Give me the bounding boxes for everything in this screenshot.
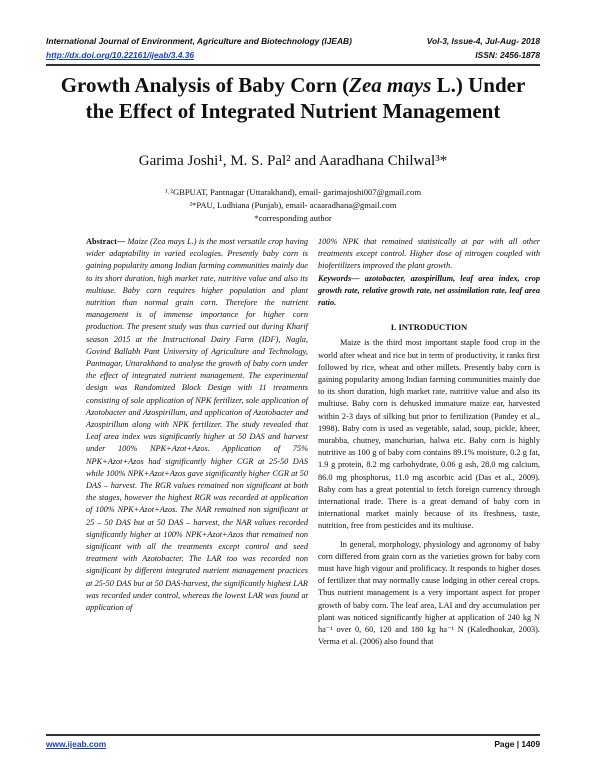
affiliation-1: ¹˒²GBPUAT, Pantnagar (Uttarakhand), email- garimajoshi007@gmail.com [164, 187, 422, 197]
affiliation-2: ²*PAU, Ludhiana (Punjab), email- acaaradhana@gmail.com [189, 200, 397, 210]
abstract-label: Abstract— [86, 237, 126, 246]
header-divider [46, 64, 540, 66]
running-header [46, 36, 540, 46]
species-name: Zea mays [349, 73, 432, 97]
affiliations [46, 186, 540, 225]
section-heading: I. INTRODUCTION [390, 322, 468, 333]
journal-url[interactable]: www.ijeab.com [46, 739, 107, 749]
corresponding-note: *corresponding author [254, 213, 332, 223]
issn: ISSN: 2456-1878 [475, 50, 540, 60]
volume-issue: Vol-3, Issue-4, Jul-Aug- 2018 [426, 36, 540, 46]
keywords-label: Keywords— [318, 273, 360, 283]
keywords-text: azotobacter, azospirillum, leaf area index, crop growth rate, relative growth rate, net assimilation rate, leaf area ratio. [318, 273, 540, 308]
page-footer [46, 739, 540, 749]
running-header-doi [46, 50, 540, 60]
intro-paragraph-2: In general, morphology, physiology and agronomy of baby corn differed from grain corn as the varieties grown for baby corn must have high vigour and prolificacy. It responds to higher doses of fertilizer that may normally cause lodging in other cereal crops. Thus nutrient management is a very important aspect for proper growth of baby corn. The leaf area, LAI and dry accumulation per plant was noticed significantly higher at application of 240 kg N ha⁻¹ over 0, 60, 120 and 180 kg ha⁻¹ N (Kaledhonkar, 2003). Verma et al. (2006) also found that [318, 539, 540, 647]
abstract [86, 236, 308, 614]
journal-name: International Journal of Environment, Agriculture and Biotechnology (IJEAB) [46, 36, 352, 46]
abstract-column [86, 236, 308, 614]
page-number: Page | 1409 [494, 739, 540, 749]
doi-link[interactable]: http://dx.doi.org/10.22161/ijeab/3.4.36 [46, 50, 195, 60]
abstract-continued: 100% NPK that remained statistically at par with all other treatments except control. Higher dose of nitrogen coupled with biofertilizers improved the plant growth. [318, 237, 540, 271]
intro-paragraph-1: Maize is the third most important staple food crop in the world after wheat and rice but in term of productivity, it ranks first followed by rice, wheat and other millets. Presently baby corn is gaining popularity among Indian farming communities mainly due to its short duration, high market rate, nutritive value and also its multiuse. Baby corn is dehusked immature maize ear, harvested within 2-3 days of silking but prior to fertilization (Pandey et al., 1998). Baby corn is used as vegetable, salad, soup, pickle, kheer, murabba, chutney, manchurian, halwa etc. Baby corn is highly nutritive as 100 g of baby corn contains 89.1% moisture, 0.2 g fat, 1.9 g protein, 8.2 mg carbohydrate, 0.06 g ash, 28.0 mg calcium, 86.0 mg phosphorus, 11.0 mg ascorbic acid (Das et al., 2009). Baby corn has a great potential to fetch foreign currency through international trade. There is a great demand of baby corn in international market mainly because of its freshness, taste, nutrition, free from pesticides and its multiuse. [318, 338, 540, 531]
footer-divider [46, 734, 540, 736]
keywords [318, 273, 540, 310]
author-list: Garima Joshi¹, M. S. Pal² and Aaradhana Chilwal³* [138, 153, 448, 169]
right-column [318, 236, 540, 649]
paper-title: Growth Analysis of Baby Corn (Zea mays L.) Under the Effect of Integrated Nutrient Management [60, 73, 526, 123]
abstract-text: Maize (Zea mays L.) is the most versatile crop having wider adaptability in varied ecologies. Presently baby corn is gaining popularity among Indian farming communities mainly due to its short duration, high market rate, nutritive value and also its multiuse. Baby corn requires higher population and plant nutrition than normal grain corn. Therefore the nutrient management is of immense importance for higher corn production. The present study was thus carried out during Kharif season 2015 at the Instructional Dairy Farm (IDF), Nagla, Govind Ballabh Pant University of Agriculture and Technology, Pantnagar, Uttarakhand to analyse the growth of baby corn under the effect of integrated nutrient management. The experimental design was Randomized Block Design with 11 treatments consisting of sole application of NPK fertilizer, sole application of Azotobacter and Azospirillum, and application of Azotobacter and Azospirillum along with NPK fertilizer. The study revealed that Leaf area index was significantly higher at 50 DAS and harvest under 100% NPK+Azot+Azos. Application of 75% NPK+Azot+Azos had significantly higher CGR at 25-50 DAS while 100% NPK+Azot+Azos gave significantly higher CGR at 50 DAS – harvest. The RGR values remained non significant at both the stages, however the highest RGR was recorded at application of 100% NPK+Azot+Azos. The NAR remained non significant at 25 – 50 DAS but at 50 DAS – harvest, the NAR values recorded significantly higher at 100% NPK+Azot+Azos that remained non significant with all the treatments except control and seed treatment with Azotobacter. The LAR too was recorded non significant by different integrated nutrient management practices at 25-50 DAS but at 50 DAS-harvest, the significantly highest LAR was recorded under control, whereas the lowest LAR was found at application of [86, 237, 308, 613]
